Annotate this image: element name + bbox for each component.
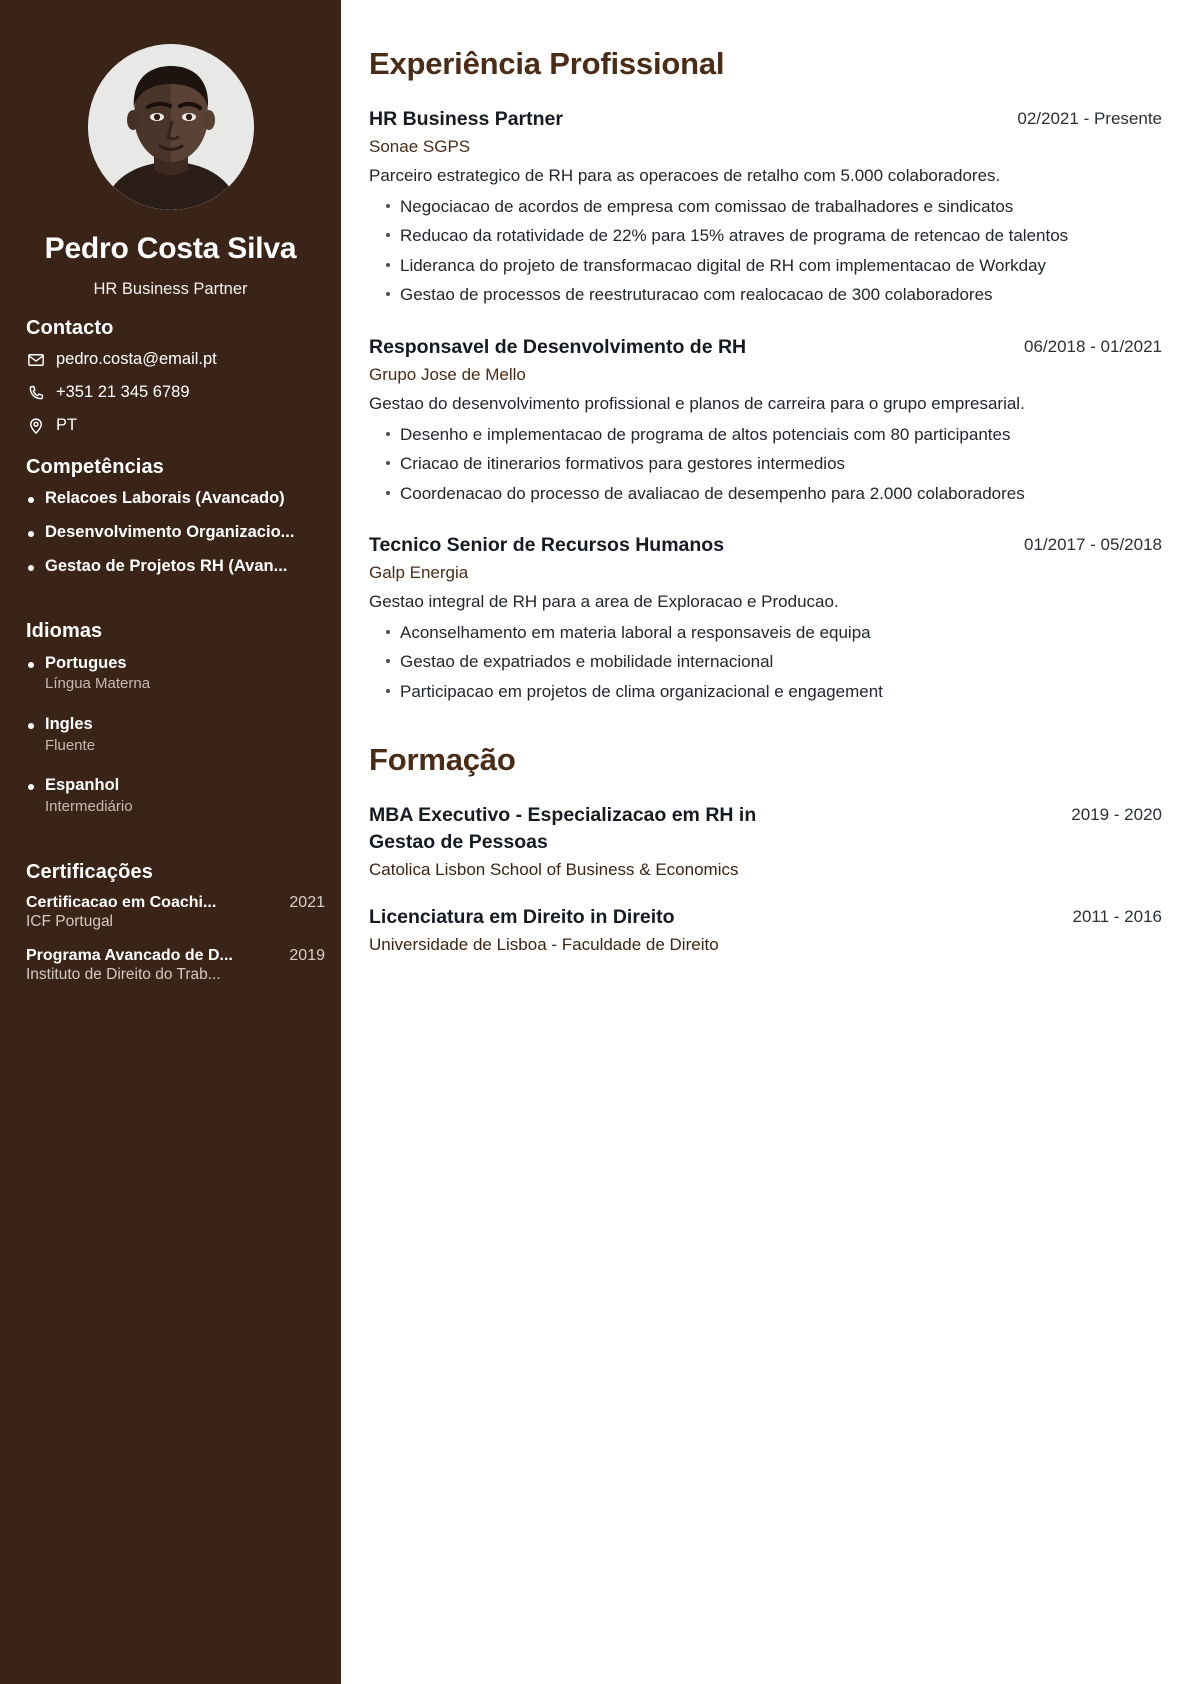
certification-name: Programa Avancado de D... (26, 946, 233, 964)
sidebar (0, 0, 341, 1684)
list-item: Desenvolvimento Organizacio... (26, 523, 325, 542)
experience-dates: 02/2021 - Presente (1017, 109, 1162, 128)
experience-entry (369, 532, 1162, 704)
experience-role: Responsavel de Desenvolvimento de RH (369, 335, 747, 358)
list-item: Gestao de expatriados e mobilidade internacional (369, 649, 1162, 675)
contact-phone-value: +351 21 345 6789 (56, 382, 190, 401)
location-pin-icon (26, 416, 46, 436)
list-item (26, 714, 325, 755)
certifications-heading: Certificações (26, 860, 153, 883)
experience-role: HR Business Partner (369, 108, 563, 130)
contact-list (26, 350, 325, 436)
experience-organization: Galp Energia (369, 563, 469, 583)
experience-header (369, 334, 1162, 360)
certification-issuer: Instituto de Direito do Trab... (26, 965, 221, 983)
phone-icon (26, 383, 46, 403)
experience-summary: Parceiro estrategico de RH para as operacoes de retalho com 5.000 colaboradores. (369, 166, 1001, 186)
experience-role: Tecnico Senior de Recursos Humanos (369, 534, 725, 556)
list-item: Lideranca do projeto de transformacao digital de RH com implementacao de Workday (369, 253, 1162, 279)
list-item: Participacao em projetos de clima organizacional e engagement (369, 679, 1162, 705)
envelope-icon (26, 350, 46, 370)
experience-summary: Gestao integral de RH para a area de Exploracao e Producao. (369, 592, 839, 612)
language-name: Ingles (45, 714, 93, 733)
education-degree: MBA Executivo - Especializacao em RH in Gestao de Pessoas (369, 804, 757, 853)
certifications-list (26, 894, 325, 984)
education-degree: Licenciatura em Direito in Direito (369, 905, 675, 928)
full-name: Pedro Costa Silva (44, 232, 297, 265)
list-item: Gestao de Projetos RH (Avan... (26, 557, 325, 576)
experience-organization: Grupo Jose de Mello (369, 365, 526, 385)
list-item (26, 947, 325, 984)
experience-dates: 06/2018 - 01/2021 (1023, 336, 1162, 356)
certification-header (26, 894, 325, 912)
list-item: Gestao de processos de reestruturacao com realocacao de 300 colaboradores (369, 282, 1162, 308)
education-entry (369, 904, 1162, 957)
avatar (88, 44, 254, 210)
language-level: Língua Materna (45, 675, 151, 693)
list-item: Coordenacao do processo de avaliacao de desempenho para 2.000 colaboradores (369, 481, 1162, 507)
education-dates: 2019 - 2020 (1071, 805, 1162, 825)
languages-heading: Idiomas (26, 619, 103, 642)
language-name: Portugues (45, 653, 127, 672)
experience-bullets (369, 194, 1162, 308)
experience-entry (369, 334, 1162, 506)
certification-year: 2019 (289, 946, 325, 964)
certification-issuer: ICF Portugal (26, 912, 114, 930)
main-content (341, 0, 1190, 1684)
profile-photo-illustration (88, 44, 254, 210)
skills-heading: Competências (26, 455, 164, 478)
list-item: Relacoes Laborais (Avancado) (26, 489, 325, 508)
experience-header (369, 532, 1162, 558)
list-item (26, 894, 325, 931)
experience-summary: Gestao do desenvolvimento profissional e planos de carreira para o grupo empresarial. (369, 394, 1025, 413)
experience-organization: Sonae SGPS (369, 137, 471, 157)
list-item: Negociacao de acordos de empresa com comissao de trabalhadores e sindicatos (369, 194, 1162, 220)
contact-email[interactable] (26, 350, 325, 370)
education-section-title: Formação (369, 742, 516, 778)
education-school: Catolica Lisbon School of Business & Economics (369, 859, 739, 879)
education-school: Universidade de Lisboa - Faculdade de Direito (369, 935, 719, 955)
experience-section-title: Experiência Profissional (369, 46, 725, 81)
language-name: Espanhol (45, 776, 120, 795)
experience-dates: 01/2017 - 05/2018 (1023, 535, 1162, 554)
certification-header (26, 947, 325, 965)
list-item (26, 775, 325, 816)
language-level: Fluente (45, 736, 96, 754)
job-title: HR Business Partner (93, 279, 248, 298)
certification-year: 2021 (289, 893, 325, 911)
education-entry (369, 802, 1162, 882)
education-dates: 2011 - 2016 (1072, 906, 1162, 926)
skills-list (26, 489, 325, 576)
avatar-container (16, 44, 325, 210)
certification-name: Certificacao em Coachi... (26, 893, 217, 911)
list-item: Reducao da rotatividade de 22% para 15% atraves de programa de retencao de talentos (369, 223, 1162, 249)
experience-bullets (369, 422, 1162, 507)
contact-phone[interactable] (26, 383, 325, 403)
list-item: Criacao de itinerarios formativos para gestores intermedios (369, 451, 1162, 477)
experience-header (369, 106, 1162, 132)
language-level: Intermediário (45, 797, 133, 815)
contact-location-value: PT (56, 415, 78, 434)
contact-location (26, 416, 325, 436)
contact-email-value: pedro.costa@email.pt (56, 349, 217, 368)
experience-bullets (369, 620, 1162, 705)
education-header (369, 802, 1162, 855)
list-item: Aconselhamento em materia laboral a responsaveis de equipa (369, 620, 1162, 646)
experience-entry (369, 106, 1162, 308)
contact-heading: Contacto (26, 316, 114, 339)
list-item: Desenho e implementacao de programa de altos potenciais com 80 participantes (369, 422, 1162, 448)
list-item (26, 653, 325, 694)
languages-list (26, 653, 325, 817)
education-header (369, 904, 1162, 930)
